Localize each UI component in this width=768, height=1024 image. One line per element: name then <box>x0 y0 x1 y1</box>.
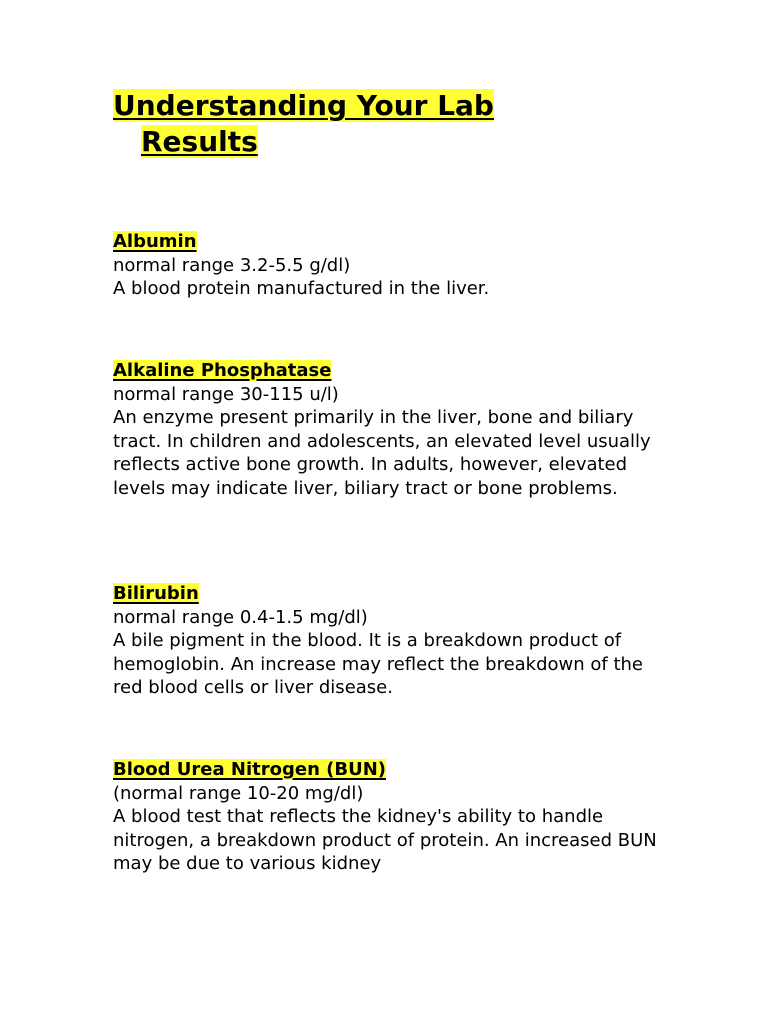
section-heading <box>113 359 673 383</box>
normal-range-text: normal range 30-115 u/l) <box>113 383 339 405</box>
normal-range-text: normal range 3.2-5.5 g/dl) <box>113 254 351 276</box>
title-line-2-text: Results <box>141 125 258 158</box>
section-heading <box>113 230 673 254</box>
normal-range-text: (normal range 10-20 mg/dl) <box>113 782 364 804</box>
page-title <box>113 88 673 160</box>
section-heading-text: Alkaline Phosphatase <box>113 360 332 381</box>
section-description: A bile pigment in the blood. It is a breakdown product of hemoglobin. An increase may reflect the breakdown of the red blood cells or liver disease. <box>113 630 644 699</box>
title-line-1-text: Understanding Your Lab <box>113 89 494 122</box>
section-heading-text: Albumin <box>113 231 197 252</box>
section-heading <box>113 758 673 782</box>
section-description: A blood test that reflects the kidney's ability to handle nitrogen, a breakdown product of protein. An increased BUN may be due to various kidney <box>113 806 657 875</box>
section-albumin <box>113 230 673 301</box>
section-heading <box>113 582 673 606</box>
section-blood-urea-nitrogen <box>113 758 673 876</box>
title-line-2 <box>113 124 673 160</box>
section-description: An enzyme present primarily in the liver, bone and biliary tract. In children and adolescents, an elevated level usually reflects active bone growth. In adults, however, elevated levels may indicate liver, biliary tract or bone problems. <box>113 407 651 499</box>
section-heading-text: Bilirubin <box>113 583 199 604</box>
section-bilirubin <box>113 582 673 700</box>
section-heading-text: Blood Urea Nitrogen (BUN) <box>113 759 386 780</box>
section-description: A blood protein manufactured in the liver. <box>113 278 490 300</box>
title-line-1 <box>113 88 673 124</box>
section-alkaline-phosphatase <box>113 359 673 501</box>
normal-range-text: normal range 0.4-1.5 mg/dl) <box>113 606 368 628</box>
